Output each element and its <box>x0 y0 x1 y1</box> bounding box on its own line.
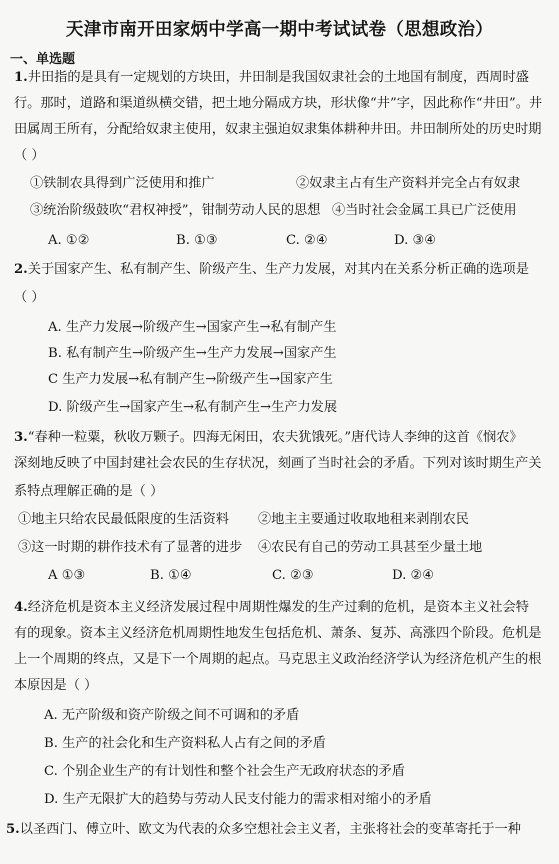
question-3-choice-d[interactable]: D. ②④ <box>392 568 435 583</box>
question-1-line-1: 1.井田指的是具有一定规划的方块田，井田制是我国奴隶社会的土地国有制度，西周时盛 <box>14 70 529 85</box>
question-4-option-c[interactable]: C. 个别企业生产的有计划性和整个社会生产无政府状态的矛盾 <box>44 764 405 779</box>
question-3-choice-a[interactable]: A ①③ <box>48 568 86 583</box>
exam-title: 天津市南开田家炳中学高一期中考试试卷（思想政治） <box>65 20 494 40</box>
question-1-statement-3: ③统治阶级鼓吹“君权神授”，钳制劳动人民的思想 <box>30 203 321 218</box>
question-3-line-2: 深刻地反映了中国封建社会农民的生存状况，刻画了当时社会的矛盾。下列对该时期生产关 <box>14 456 542 471</box>
question-4-option-d[interactable]: D. 生产无限扩大的趋势与劳动人民支付能力的需求相对缩小的矛盾 <box>44 792 432 807</box>
question-1-line-2: 行。那时，道路和渠道纵横交错，把土地分隔成方块，形状像“井”字，因此称作“井田”。井 <box>14 96 543 111</box>
question-4-number: 4. <box>14 600 28 615</box>
question-3-number: 3. <box>14 430 28 445</box>
question-2-option-c[interactable]: C 生产力发展→私有制产生→阶级产生→国家产生 <box>48 372 333 387</box>
question-2-option-d[interactable]: D. 阶级产生→国家产生→私有制产生→生产力发展 <box>48 400 338 415</box>
question-2-line-1: 2.关于国家产生、私有制产生、阶级产生、生产力发展，对其内在关系分析正确的选项是 <box>14 262 529 277</box>
question-2-option-a[interactable]: A. 生产力发展→阶级产生→国家产生→私有制产生 <box>48 320 337 335</box>
question-2-line-2: （ ） <box>14 290 45 305</box>
question-3-statement-2: ②地主主要通过收取地租来剥削农民 <box>258 512 469 527</box>
question-3-choice-c[interactable]: C. ②③ <box>272 568 314 583</box>
question-1-statement-2: ②奴隶主占有生产资料并完全占有奴隶 <box>296 176 521 191</box>
question-1-choice-a[interactable]: A. ①② <box>48 233 90 248</box>
question-1-statement-1: ①铁制农具得到广泛使用和推广 <box>30 176 215 191</box>
question-2-option-b[interactable]: B. 私有制产生→阶级产生→生产力发展→国家产生 <box>48 346 337 361</box>
question-1-choice-d[interactable]: D. ③④ <box>394 233 437 248</box>
question-1-choice-b[interactable]: B. ①③ <box>176 233 218 248</box>
question-4-line-3: 上一个周期的终点，又是下一个周期的起点。马克思主义政治经济学认为经济危机产生的根 <box>14 652 542 667</box>
question-2-number: 2. <box>14 262 28 277</box>
question-3-line-3: 系特点理解正确的是（ ） <box>14 484 164 499</box>
question-4-line-1: 4.经济危机是资本主义经济发展过程中周期性爆发的生产过剩的危机，是资本主义社会特 <box>14 600 529 615</box>
question-3-statement-4: ④农民有自己的劳动工具甚至少量土地 <box>258 540 483 555</box>
question-5-line-1: 5.以圣西门、傅立叶、欧文为代表的众多空想社会主义者，主张将社会的变革寄托于一种 <box>6 822 521 837</box>
question-4-line-2: 有的现象。资本主义经济危机周期性地发生包括危机、萧条、复苏、高涨四个阶段。危机是 <box>14 626 542 641</box>
question-4-option-a[interactable]: A. 无产阶级和资产阶级之间不可调和的矛盾 <box>44 708 300 723</box>
question-3-choice-b[interactable]: B. ①④ <box>150 568 192 583</box>
question-3-statement-1: ①地主只给农民最低限度的生活资料 <box>18 512 229 527</box>
question-3-statement-3: ③这一时期的耕作技术有了显著的进步 <box>18 540 243 555</box>
question-1-line-4: （ ） <box>14 148 45 163</box>
question-4-line-4: 本原因是（ ） <box>14 678 98 693</box>
question-1-statement-4: ④当时社会金属工具已广泛使用 <box>332 203 517 218</box>
question-1-line-3: 田属周王所有，分配给奴隶主使用，奴隶主强迫奴隶集体耕种井田。井田制所处的历史时期 <box>14 122 542 137</box>
question-4-option-b[interactable]: B. 生产的社会化和生产资料私人占有之间的矛盾 <box>44 736 326 751</box>
question-3-line-1: 3.“春种一粒粟，秋收万颗子。四海无闲田，农夫犹饿死。”唐代诗人李绅的这首《悯农》 <box>14 430 523 445</box>
question-5-number: 5. <box>6 822 20 837</box>
question-1-number: 1. <box>14 70 28 85</box>
question-1-choice-c[interactable]: C. ②④ <box>286 233 328 248</box>
section-heading: 一、单选题 <box>10 52 76 67</box>
